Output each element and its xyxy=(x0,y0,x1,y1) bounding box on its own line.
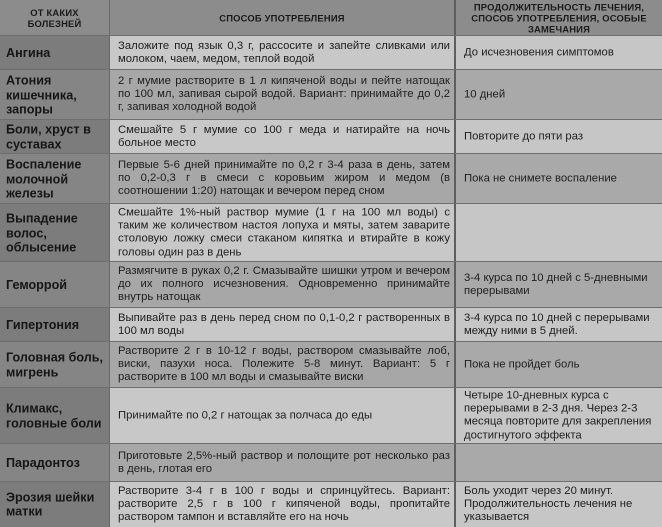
table-row xyxy=(0,482,662,527)
duration-note: Боль уходит через 20 минут. Продолжительность лечения не указывается xyxy=(464,484,633,524)
table-row xyxy=(0,308,662,342)
table-header xyxy=(0,0,662,36)
table-row xyxy=(0,70,662,120)
duration-note: Повторите до пяти раз xyxy=(464,130,584,143)
usage-text: Приготовьте 2,5%-ный раствор и полощите рот несколько раз в день, глотая его xyxy=(118,449,450,475)
usage-text: Выпивайте раз в день перед сном по 0,1-0,2 г растворенных в 100 мл воды xyxy=(118,311,450,337)
duration-note: 10 дней xyxy=(464,88,506,101)
header-method-cell xyxy=(109,0,454,36)
disease-name: Выпадение волос, облысение xyxy=(6,211,78,255)
table-row xyxy=(0,444,662,482)
duration-note: Четыре 10-дневных курса с перерывами в 2-3 дня. Через 2-3 месяца повторите для закрепления достигнутого эффекта xyxy=(464,389,652,442)
header-duration-cell xyxy=(454,0,662,36)
table-row xyxy=(0,342,662,388)
duration-note: Пока не пройдет боль xyxy=(464,358,580,371)
usage-text: Размягчите в руках 0,2 г. Смазывайте шишки утром и вечером до их полного исчезновения. Одновременно принимайте внутрь натощак xyxy=(118,265,450,304)
usage-text: Смешайте 5 г мумие со 100 г меда и натирайте на ночь больное место xyxy=(118,123,450,149)
duration-note: Пока не снимете воспаление xyxy=(464,172,617,185)
disease-name: Воспаление молочной железы xyxy=(6,157,82,201)
header-disease: ОТ КАКИХ БОЛЕЗНЕЙ xyxy=(27,7,82,29)
usage-text: Растворите 2 г в 10-12 г воды, раствором смазывайте лоб, виски, пазухи носа. Полежите 5-8 минут. Вариант: 5 г растворите в 100 мл воды и смазывайте виски xyxy=(118,345,450,384)
disease-name: Ангина xyxy=(6,45,51,60)
disease-name: Боли, хруст в суставах xyxy=(6,122,91,151)
header-method: СПОСОБ УПОТРЕБЛЕНИЯ xyxy=(219,12,345,24)
disease-name: Атония кишечника, запоры xyxy=(6,73,77,117)
duration-note: 3-4 курса по 10 дней с 5-дневными перерывами xyxy=(464,271,648,297)
usage-text: Заложите под язык 0,3 г, рассосите и запейте сливками или молоком, чаем, медом, теплой водой xyxy=(118,39,450,65)
disease-name: Эрозия шейки матки xyxy=(6,490,95,519)
disease-name: Гипертония xyxy=(6,317,80,332)
usage-text: Первые 5-6 дней принимайте по 0,2 г 3-4 раза в день, затем по 0,2-0,3 г в смеси с коровьим жиром и медом (в соотношении 1:20) натощак и вечером перед сном xyxy=(118,159,450,198)
table-row xyxy=(0,388,662,444)
table-row xyxy=(0,120,662,154)
usage-text: 2 г мумие растворите в 1 л кипяченой воды и пейте натощак по 100 мл, запивая сырой водой. Вариант: принимайте до 0,2 г, запивая холодной водой xyxy=(118,75,450,114)
table-row xyxy=(0,204,662,262)
usage-text: Растворите 3-4 г в 100 г воды и спринцуйтесь. Вариант: растворите 2,5 г в 100 г кипяченой воды, пропитайте раствором тампон и вставляйте его на ночь xyxy=(118,484,450,524)
header-disease-cell xyxy=(0,0,109,36)
duration-note: До исчезновения симптомов xyxy=(464,46,614,59)
disease-name: Парадонтоз xyxy=(6,455,80,470)
disease-name: Климакс, головные боли xyxy=(6,401,102,430)
disease-name: Головная боль, мигрень xyxy=(6,350,104,379)
usage-text: Принимайте по 0,2 г натощак за полчаса до еды xyxy=(118,409,373,422)
table-row xyxy=(0,154,662,204)
disease-name: Геморрой xyxy=(6,277,68,292)
table-row xyxy=(0,36,662,70)
duration-note: 3-4 курса по 10 дней с перерывами между ними в 5 дней. xyxy=(464,311,650,337)
usage-text: Смешайте 1%-ный раствор мумие (1 г на 100 мл воды) с таким же количеством настоя лопуха и мяты, затем заварите столовую ложку смеси стаканом кипятка и втирайте в кожу головы один раз в день xyxy=(118,206,450,259)
header-duration: ПРОДОЛЖИТЕЛЬНОСТЬ ЛЕЧЕНИЯ, СПОСОБ УПОТРЕБЛЕНИЯ, ОСОБЫЕ ЗАМЕЧАНИЯ xyxy=(471,1,647,35)
table-row xyxy=(0,262,662,308)
